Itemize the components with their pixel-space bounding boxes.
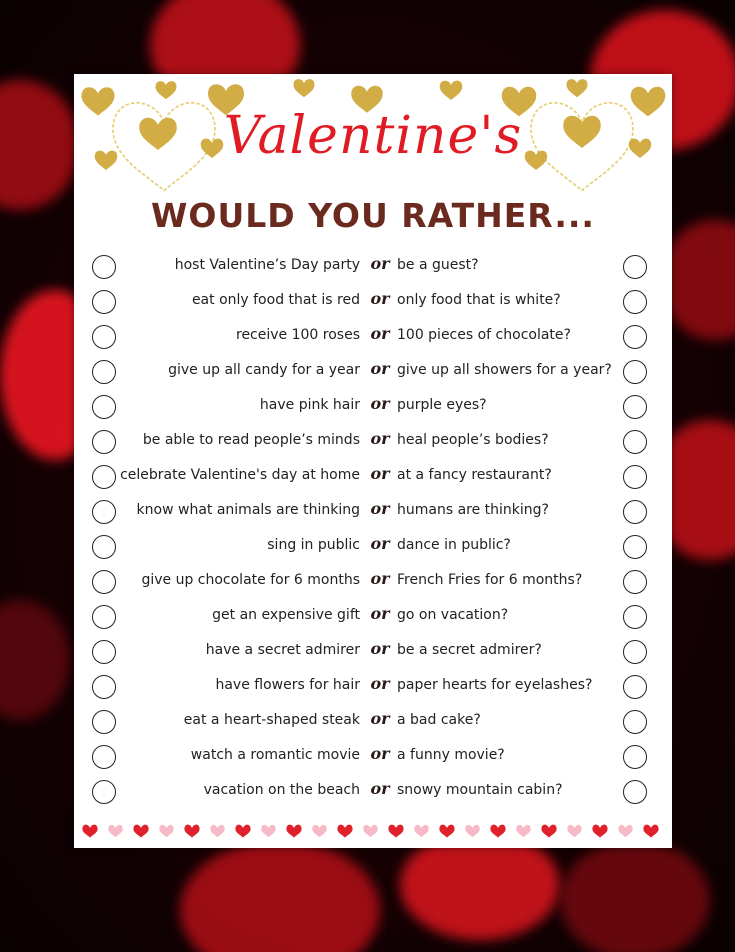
question-row: [74, 672, 672, 707]
choice-b-checkbox[interactable]: [623, 780, 647, 804]
or-connector: or: [370, 394, 390, 413]
option-a-text: know what animals are thinking: [136, 502, 360, 518]
option-b-text: dance in public?: [397, 537, 511, 553]
question-row: [74, 252, 672, 287]
choice-b-checkbox[interactable]: [623, 360, 647, 384]
option-a-text: have pink hair: [259, 397, 360, 413]
small-heart-icon: [159, 825, 173, 837]
choice-a-checkbox[interactable]: [92, 780, 116, 804]
choice-a-checkbox[interactable]: [92, 255, 116, 279]
printable-card: [74, 74, 672, 848]
option-a-text: have a secret admirer: [205, 642, 360, 658]
small-heart-icon: [261, 825, 275, 837]
choice-a-checkbox[interactable]: [92, 430, 116, 454]
heart-border-decoration: [74, 822, 672, 838]
option-b-text: be a secret admirer?: [397, 642, 542, 658]
choice-a-checkbox[interactable]: [92, 745, 116, 769]
small-heart-icon: [184, 825, 199, 838]
or-connector: or: [370, 464, 390, 483]
choice-b-checkbox[interactable]: [623, 430, 647, 454]
choice-a-checkbox[interactable]: [92, 395, 116, 419]
small-heart-icon: [108, 825, 122, 837]
or-connector: or: [370, 604, 390, 623]
choice-a-checkbox[interactable]: [92, 500, 116, 524]
question-row: [74, 777, 672, 812]
or-connector: or: [370, 639, 390, 658]
choice-b-checkbox[interactable]: [623, 570, 647, 594]
bokeh-light: [180, 840, 380, 952]
small-heart-icon: [286, 825, 301, 838]
option-a-text: have flowers for hair: [215, 677, 360, 693]
question-row: [74, 357, 672, 392]
or-connector: or: [370, 254, 390, 273]
option-a-text: celebrate Valentine's day at home: [120, 467, 360, 483]
gold-heart-icon: [567, 79, 588, 97]
choice-a-checkbox[interactable]: [92, 640, 116, 664]
option-a-text: eat a heart-shaped steak: [183, 712, 360, 728]
or-connector: or: [370, 324, 390, 343]
or-connector: or: [370, 359, 390, 378]
option-b-text: heal people’s bodies?: [397, 432, 549, 448]
option-a-text: host Valentine’s Day party: [174, 257, 360, 273]
choice-b-checkbox[interactable]: [623, 710, 647, 734]
small-heart-icon: [388, 825, 403, 838]
gold-heart-icon: [156, 81, 177, 99]
or-connector: or: [370, 744, 390, 763]
question-row: [74, 427, 672, 462]
option-a-text: give up chocolate for 6 months: [141, 572, 360, 588]
choice-a-checkbox[interactable]: [92, 535, 116, 559]
option-b-text: purple eyes?: [397, 397, 487, 413]
page-subtitle: WOULD YOU RATHER...: [151, 196, 595, 235]
choice-a-checkbox[interactable]: [92, 570, 116, 594]
choice-a-checkbox[interactable]: [92, 290, 116, 314]
option-b-text: 100 pieces of chocolate?: [397, 327, 571, 343]
option-b-text: go on vacation?: [397, 607, 509, 623]
option-b-text: French Fries for 6 months?: [397, 572, 583, 588]
option-a-text: receive 100 roses: [236, 327, 360, 343]
option-b-text: humans are thinking?: [397, 502, 549, 518]
choice-b-checkbox[interactable]: [623, 255, 647, 279]
question-row: [74, 532, 672, 567]
or-connector: or: [370, 499, 390, 518]
or-connector: or: [370, 534, 390, 553]
question-row: [74, 497, 672, 532]
small-heart-icon: [567, 825, 581, 837]
option-b-text: a bad cake?: [397, 712, 481, 728]
option-b-text: give up all showers for a year?: [397, 362, 612, 378]
bokeh-light: [560, 840, 710, 952]
choice-b-checkbox[interactable]: [623, 535, 647, 559]
choice-b-checkbox[interactable]: [623, 640, 647, 664]
gold-heart-icon: [440, 81, 463, 100]
or-connector: or: [370, 289, 390, 308]
or-connector: or: [370, 674, 390, 693]
question-row: [74, 707, 672, 742]
small-heart-icon: [516, 825, 530, 837]
option-a-text: eat only food that is red: [191, 292, 360, 308]
page-title: Valentine's: [223, 106, 523, 166]
small-heart-icon: [414, 825, 428, 837]
small-heart-icon: [490, 825, 505, 838]
question-row: [74, 322, 672, 357]
option-b-text: only food that is white?: [397, 292, 561, 308]
choice-a-checkbox[interactable]: [92, 675, 116, 699]
question-row: [74, 287, 672, 322]
small-heart-icon: [465, 825, 479, 837]
option-b-text: paper hearts for eyelashes?: [397, 677, 593, 693]
option-a-text: sing in public: [267, 537, 360, 553]
option-a-text: vacation on the beach: [203, 782, 360, 798]
option-b-text: a funny movie?: [397, 747, 505, 763]
question-row: [74, 602, 672, 637]
choice-b-checkbox[interactable]: [623, 465, 647, 489]
question-row: [74, 742, 672, 777]
small-heart-icon: [618, 825, 632, 837]
option-a-text: give up all candy for a year: [168, 362, 360, 378]
choice-b-checkbox[interactable]: [623, 745, 647, 769]
choice-b-checkbox[interactable]: [623, 290, 647, 314]
choice-a-checkbox[interactable]: [92, 605, 116, 629]
gold-heart-icon: [294, 79, 315, 97]
small-heart-icon: [210, 825, 224, 837]
small-heart-icon: [337, 825, 352, 838]
small-heart-icon: [541, 825, 556, 838]
choice-b-checkbox[interactable]: [623, 675, 647, 699]
or-connector: or: [370, 709, 390, 728]
choice-b-checkbox[interactable]: [623, 605, 647, 629]
small-heart-icon: [439, 825, 454, 838]
question-row: [74, 637, 672, 672]
choice-b-checkbox[interactable]: [623, 395, 647, 419]
choice-a-checkbox[interactable]: [92, 710, 116, 734]
small-heart-icon: [312, 825, 326, 837]
small-heart-icon: [82, 825, 97, 838]
or-connector: or: [370, 569, 390, 588]
small-heart-icon: [133, 825, 148, 838]
or-connector: or: [370, 429, 390, 448]
choice-a-checkbox[interactable]: [92, 360, 116, 384]
option-a-text: be able to read people’s minds: [142, 432, 360, 448]
bokeh-light: [0, 600, 70, 720]
question-row: [74, 567, 672, 602]
choice-a-checkbox[interactable]: [92, 465, 116, 489]
small-heart-icon: [235, 825, 250, 838]
question-row: [74, 462, 672, 497]
option-a-text: get an expensive gift: [212, 607, 360, 623]
option-b-text: at a fancy restaurant?: [397, 467, 552, 483]
small-heart-icon: [363, 825, 377, 837]
or-connector: or: [370, 779, 390, 798]
choice-b-checkbox[interactable]: [623, 500, 647, 524]
option-b-text: be a guest?: [397, 257, 479, 273]
question-list: [74, 252, 672, 812]
small-heart-icon: [592, 825, 607, 838]
small-heart-icon: [643, 825, 658, 838]
bokeh-light: [0, 80, 80, 210]
option-b-text: snowy mountain cabin?: [397, 782, 563, 798]
question-row: [74, 392, 672, 427]
choice-b-checkbox[interactable]: [623, 325, 647, 349]
choice-a-checkbox[interactable]: [92, 325, 116, 349]
option-a-text: watch a romantic movie: [190, 747, 360, 763]
